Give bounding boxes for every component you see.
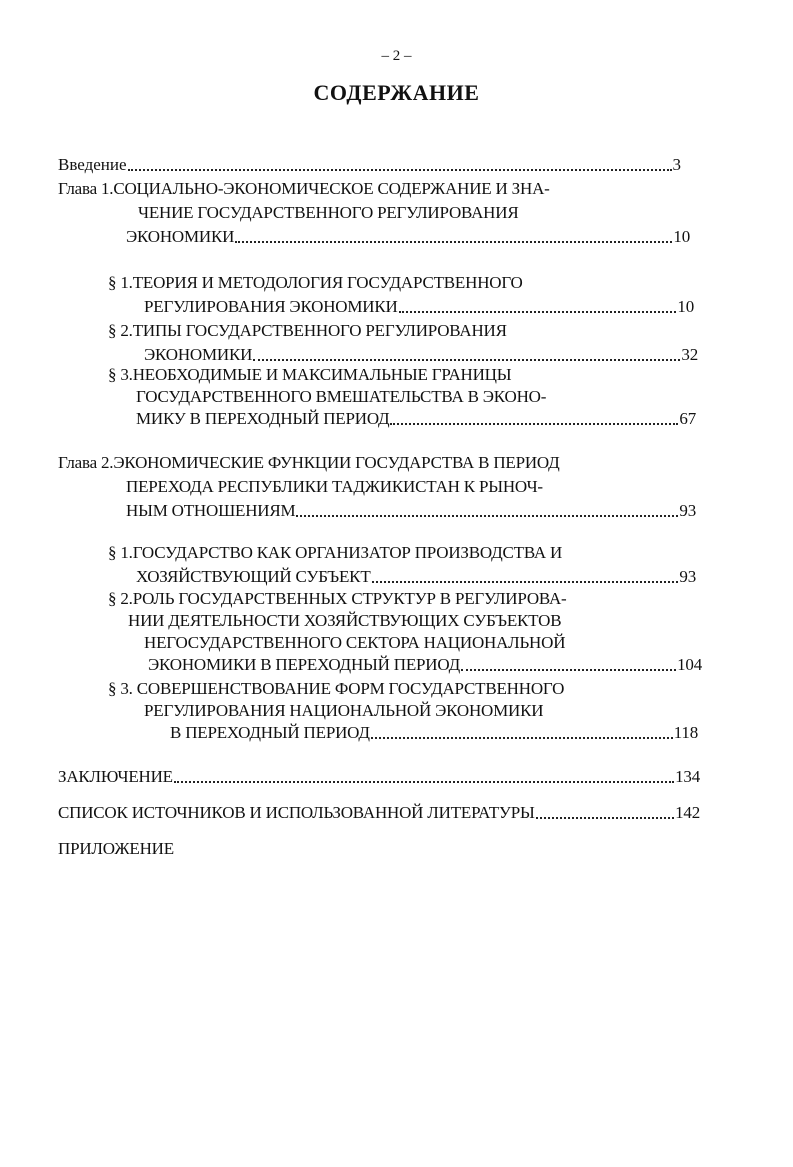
dot-leader	[536, 817, 674, 819]
toc-page-number: 93	[679, 501, 696, 520]
toc-entry-intro[interactable]	[58, 154, 681, 176]
section-1-1-title-line-1[interactable]: § 1.ТЕОРИЯ И МЕТОДОЛОГИЯ ГОСУДАРСТВЕННОГО	[108, 273, 523, 292]
section-2-1-title-line-1[interactable]: § 1.ГОСУДАРСТВО КАК ОРГАНИЗАТОР ПРОИЗВОДСТВА И	[108, 543, 563, 562]
dot-leader	[174, 781, 674, 783]
section-2-3-title-line-1[interactable]: § 3. СОВЕРШЕНСТВОВАНИЕ ФОРМ ГОСУДАРСТВЕННОГО	[108, 679, 565, 698]
page-number: – 2 –	[381, 48, 412, 64]
page-title: СОДЕРЖАНИЕ	[313, 80, 480, 105]
toc-entry-section-1-1[interactable]	[144, 296, 694, 318]
toc-entry-label: СПИСОК ИСТОЧНИКОВ И ИСПОЛЬЗОВАННОЙ ЛИТЕРАТУРЫ	[58, 803, 535, 822]
section-1-3-title-line-1[interactable]: § 3.НЕОБХОДИМЫЕ И МАКСИМАЛЬНЫЕ ГРАНИЦЫ	[108, 365, 512, 384]
toc-page-number: 93	[679, 567, 696, 586]
toc-page-number: 32	[681, 345, 698, 364]
dot-leader	[235, 241, 672, 243]
chapter-1-title-line-2[interactable]: ЧЕНИЕ ГОСУДАРСТВЕННОГО РЕГУЛИРОВАНИЯ	[138, 203, 519, 222]
toc-entry-chapter-1[interactable]	[126, 226, 690, 248]
chapter-1-title-line-1[interactable]: Глава 1.СОЦИАЛЬНО-ЭКОНОМИЧЕСКОЕ СОДЕРЖАНИЕ И ЗНА-	[58, 179, 550, 198]
toc-entry-section-1-3[interactable]	[136, 408, 696, 430]
dot-leader	[253, 359, 680, 361]
dot-leader	[390, 423, 678, 425]
toc-page-number: 3	[672, 155, 681, 174]
toc-page-number: 10	[673, 227, 690, 246]
toc-entry-chapter-2[interactable]	[126, 500, 696, 522]
toc-entry-label: ЭКОНОМИКИ	[126, 227, 235, 246]
toc-entry-references[interactable]	[58, 802, 700, 824]
section-1-2-title-line-1[interactable]: § 2.ТИПЫ ГОСУДАРСТВЕННОГО РЕГУЛИРОВАНИЯ	[108, 321, 507, 340]
toc-entry-label: НЫМ ОТНОШЕНИЯМ	[126, 501, 296, 520]
toc-entry-label: МИКУ В ПЕРЕХОДНЫЙ ПЕРИОД	[136, 409, 390, 428]
section-2-3-title-line-2[interactable]: РЕГУЛИРОВАНИЯ НАЦИОНАЛЬНОЙ ЭКОНОМИКИ	[144, 701, 544, 720]
toc-page-number: 118	[673, 723, 698, 742]
section-1-3-title-line-2[interactable]: ГОСУДАРСТВЕННОГО ВМЕШАТЕЛЬСТВА В ЭКОНО-	[136, 387, 547, 406]
section-2-2-title-line-1[interactable]: § 2.РОЛЬ ГОСУДАРСТВЕННЫХ СТРУКТУР В РЕГУЛИРОВА-	[108, 589, 567, 608]
toc-page-number: 10	[677, 297, 694, 316]
toc-page-number: 104	[677, 655, 702, 674]
toc-entry-label: ЭКОНОМИКИ	[144, 345, 253, 364]
dot-leader	[296, 515, 678, 517]
chapter-2-title-line-1[interactable]: Глава 2.ЭКОНОМИЧЕСКИЕ ФУНКЦИИ ГОСУДАРСТВА В ПЕРИОД	[58, 453, 560, 472]
toc-entry-label: ХОЗЯЙСТВУЮЩИЙ СУБЪЕКТ	[136, 567, 371, 586]
toc-entry-label: Введение	[58, 155, 127, 174]
toc-entry-section-2-3[interactable]	[170, 722, 698, 744]
toc-entry-section-2-2[interactable]	[148, 654, 702, 676]
section-2-2-title-line-2[interactable]: НИИ ДЕЯТЕЛЬНОСТИ ХОЗЯЙСТВУЮЩИХ СУБЪЕКТОВ	[128, 611, 562, 630]
dot-leader	[461, 669, 676, 671]
toc-entry-label: ЭКОНОМИКИ В ПЕРЕХОДНЫЙ ПЕРИОД	[148, 655, 461, 674]
toc-entry-section-1-2[interactable]	[144, 344, 698, 366]
section-2-2-title-line-3[interactable]: НЕГОСУДАРСТВЕННОГО СЕКТОРА НАЦИОНАЛЬНОЙ	[144, 633, 566, 652]
dot-leader	[372, 581, 679, 583]
dot-leader	[399, 311, 677, 313]
dot-leader	[128, 169, 672, 171]
dot-leader	[371, 737, 673, 739]
toc-entry-label: ЗАКЛЮЧЕНИЕ	[58, 767, 173, 786]
toc-page-number: 134	[675, 767, 700, 786]
toc-entry-conclusion[interactable]	[58, 766, 700, 788]
toc-entry-label: В ПЕРЕХОДНЫЙ ПЕРИОД	[170, 723, 370, 742]
toc-page-number: 67	[679, 409, 696, 428]
chapter-2-title-line-2[interactable]: ПЕРЕХОДА РЕСПУБЛИКИ ТАДЖИКИСТАН К РЫНОЧ-	[126, 477, 543, 496]
toc-entry-section-2-1[interactable]	[136, 566, 696, 588]
toc-entry-label: РЕГУЛИРОВАНИЯ ЭКОНОМИКИ	[144, 297, 398, 316]
toc-entry-appendix[interactable]: ПРИЛОЖЕНИЕ	[58, 839, 174, 858]
toc-page-number: 142	[675, 803, 700, 822]
